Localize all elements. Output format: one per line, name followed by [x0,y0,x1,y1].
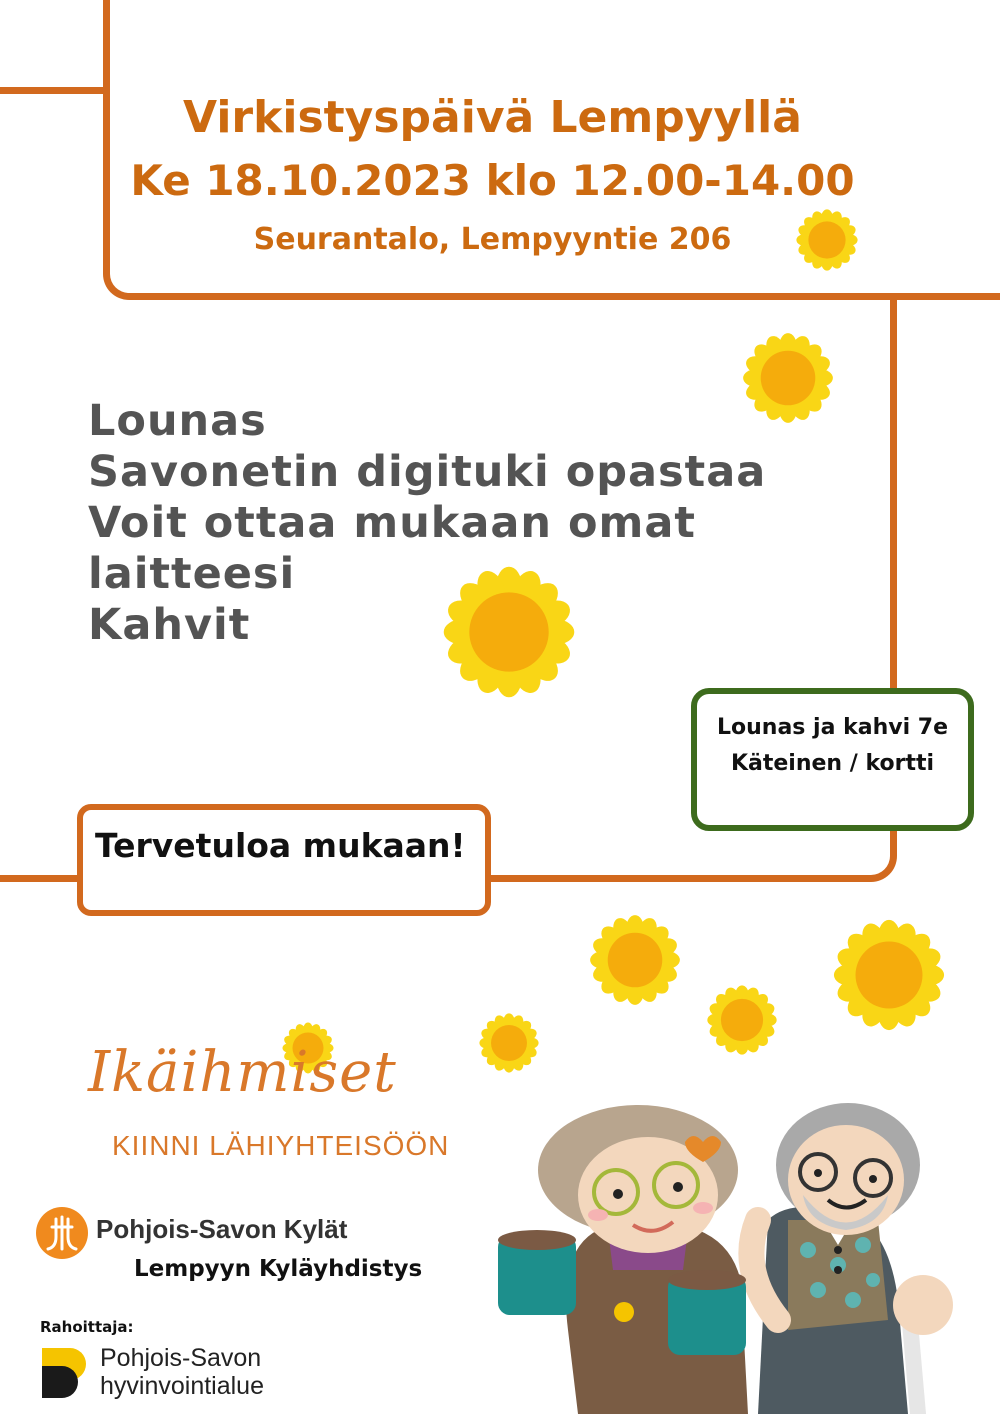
sunflower-icon [834,920,944,1030]
sunflower-icon [590,915,680,1005]
sunflower-icon [796,209,857,270]
program-item: Voit ottaa mukaan omat [88,498,696,548]
program-item: Lounas [88,396,267,446]
program-item: Kahvit [88,600,251,650]
program-item: laitteesi [88,549,296,599]
funder-name-line1: Pohjois-Savon [100,1344,262,1372]
sunflower-icon [479,1013,538,1072]
village-association-name: Lempyyn Kyläyhdistys [134,1256,423,1282]
welcome-text: Tervetuloa mukaan! [95,826,466,865]
sunflower-icon [743,333,833,423]
funder-name-line2: hyvinvointialue [100,1372,264,1400]
event-place: Seurantalo, Lempyyntie 206 [253,222,732,257]
funder-label: Rahoittaja: [40,1318,134,1336]
pohjois-savon-kylat-logo-icon [36,1207,88,1259]
payment-line: Käteinen / kortti [730,751,935,776]
sunflower-icon [444,567,575,698]
sunflower-icon [707,985,776,1054]
ikaihmiset-logo-text: Ikäihmiset [88,1040,397,1105]
event-date: Ke 18.10.2023 klo 12.00-14.00 [130,156,855,205]
hyvinvointialue-logo-icon [40,1346,92,1400]
program-item: Savonetin digituki opastaa [88,447,767,497]
pohjois-savon-kylat-name: Pohjois-Savon Kylät [96,1214,348,1244]
ikaihmiset-logo-subtitle: KIINNI LÄHIYHTEISÖÖN [112,1130,450,1161]
event-title: Virkistyspäivä Lempyyllä [183,92,802,143]
elderly-couple-illustration [488,1100,978,1414]
price-line: Lounas ja kahvi 7e [716,715,948,740]
